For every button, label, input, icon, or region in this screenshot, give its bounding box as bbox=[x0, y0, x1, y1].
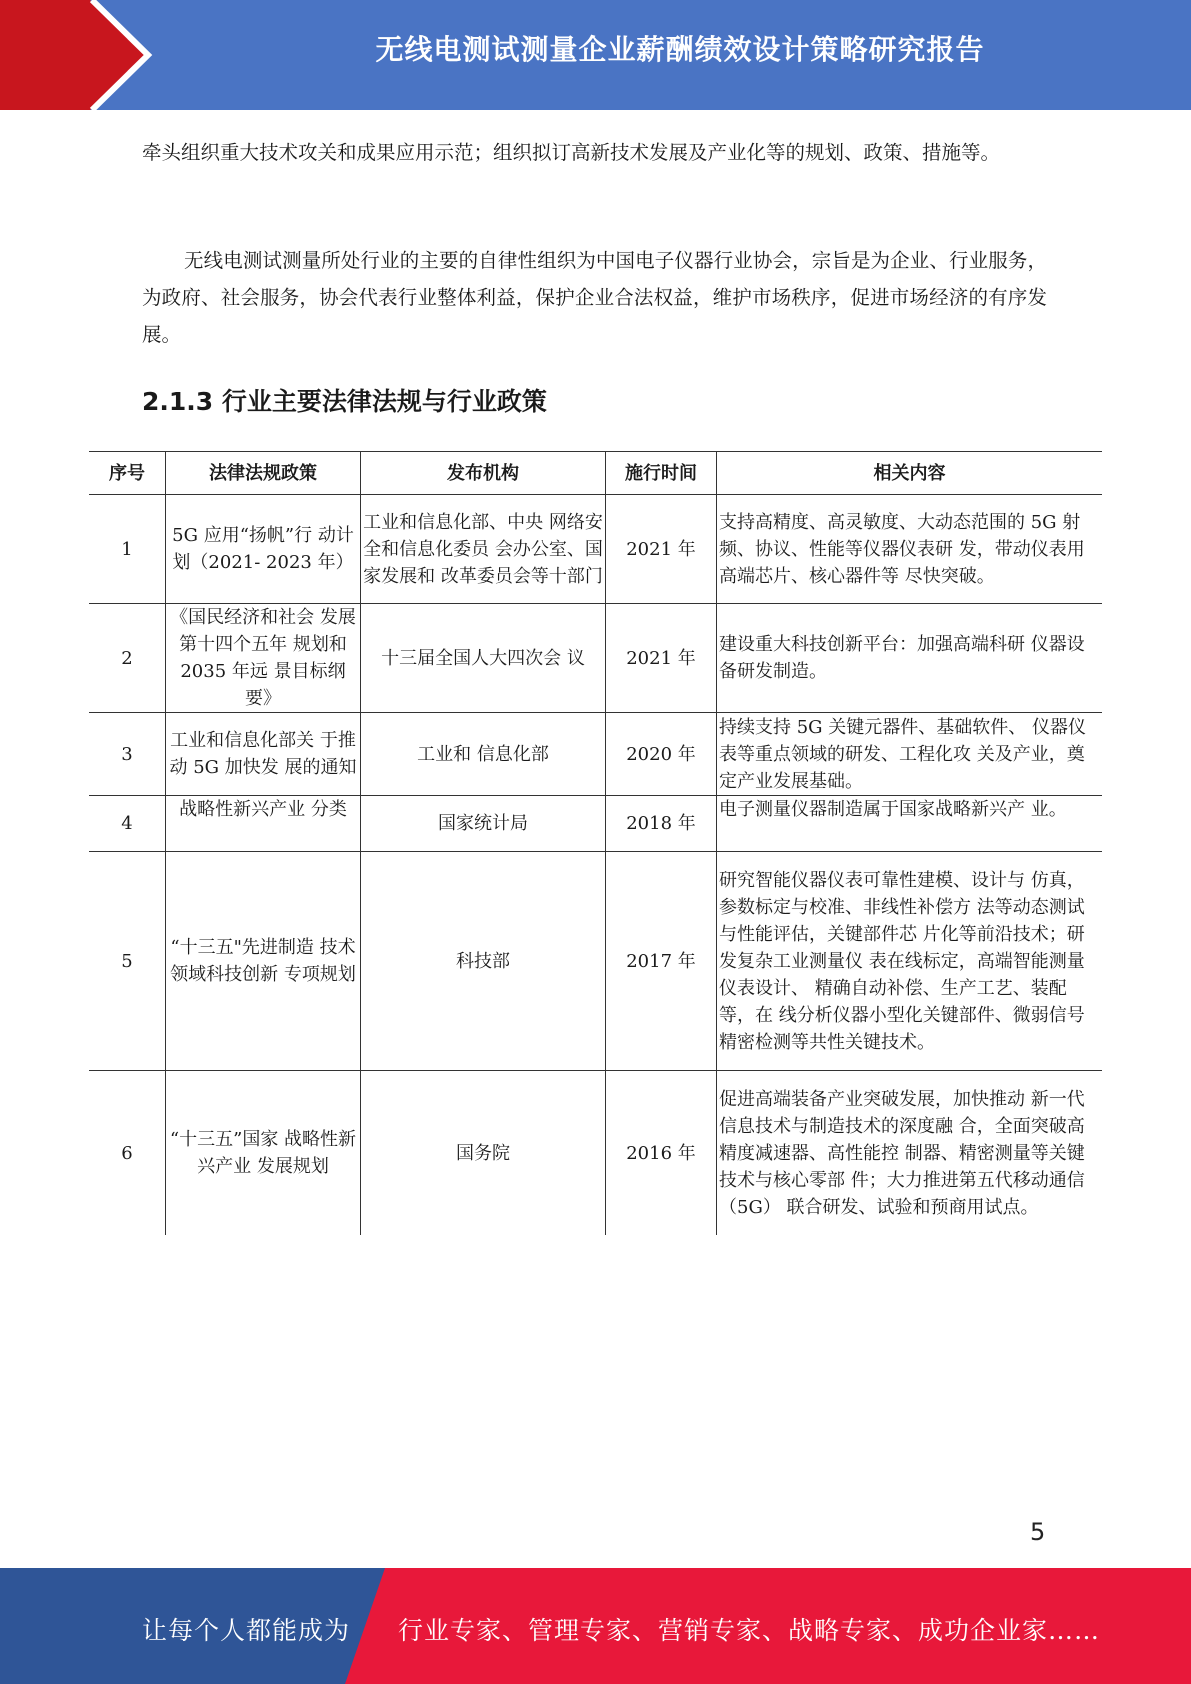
table-row bbox=[89, 796, 1102, 852]
cell-org: 科技部 bbox=[361, 852, 606, 1071]
table-row bbox=[89, 713, 1102, 796]
cell-desc: 电子测量仪器制造属于国家战略新兴产 业。 bbox=[717, 796, 1103, 852]
cell-date: 2018 年 bbox=[606, 796, 717, 852]
cell-law: 战略性新兴产业 分类 bbox=[166, 796, 361, 852]
cell-date: 2021 年 bbox=[606, 495, 717, 604]
header-num: 序号 bbox=[89, 452, 166, 495]
body-paragraph-2: 无线电测试测量所处行业的主要的自律性组织为中国电子仪器行业协会，宗旨是为企业、行业服务，为政府、社会服务，协会代表行业整体利益，保护企业合法权益，维护市场秩序，促进市场经济的有序发展。 bbox=[142, 249, 1047, 346]
body-paragraph-1: 牵头组织重大技术攻关和成果应用示范；组织拟订高新技术发展及产业化等的规划、政策、措施等。 bbox=[142, 141, 1001, 164]
table-row bbox=[89, 495, 1102, 604]
header-date: 施行时间 bbox=[606, 452, 717, 495]
cell-org: 工业和信息化部、中央 网络安全和信息化委员 会办公室、国家发展和 改革委员会等十部门 bbox=[361, 495, 606, 604]
cell-org: 国家统计局 bbox=[361, 796, 606, 852]
cell-org: 十三届全国人大四次会 议 bbox=[361, 604, 606, 713]
cell-desc: 研究智能仪器仪表可靠性建模、设计与 仿真，参数标定与校准、非线性补偿方 法等动态测试与性能评估，关键部件芯 片化等前沿技术；研发复杂工业测量仪 表在线标定，高端智能测量仪表设计、 精确自动补偿、生产工艺、装配等，在 线分析仪器小型化关键部件、微弱信号 精密检测等共性关键技术。 bbox=[717, 852, 1103, 1071]
cell-org: 国务院 bbox=[361, 1071, 606, 1236]
page-header bbox=[0, 0, 1191, 110]
cell-date: 2016 年 bbox=[606, 1071, 717, 1236]
cell-num: 2 bbox=[89, 604, 166, 713]
table-header-row bbox=[89, 452, 1102, 495]
cell-date: 2020 年 bbox=[606, 713, 717, 796]
cell-desc: 支持高精度、高灵敏度、大动态范围的 5G 射频、协议、性能等仪器仪表研 发，带动仪表用高端芯片、核心器件等 尽快突破。 bbox=[717, 495, 1103, 604]
cell-law: 5G 应用“扬帆”行 动计划（2021- 2023 年） bbox=[166, 495, 361, 604]
cell-num: 1 bbox=[89, 495, 166, 604]
header-law: 法律法规政策 bbox=[166, 452, 361, 495]
cell-date: 2017 年 bbox=[606, 852, 717, 1071]
policy-table bbox=[89, 451, 1102, 1235]
cell-num: 5 bbox=[89, 852, 166, 1071]
cell-law: 工业和信息化部关 于推动 5G 加快发 展的通知 bbox=[166, 713, 361, 796]
cell-desc: 促进高端装备产业突破发展，加快推动 新一代信息技术与制造技术的深度融 合，全面突破高精度减速器、高性能控 制器、精密测量等关键技术与核心零部 件；大力推进第五代移动通信（5G） 联合研发、试验和预商用试点。 bbox=[717, 1071, 1103, 1236]
footer-slogan-right: 行业专家、管理专家、营销专家、战略专家、成功企业家…… bbox=[398, 1616, 1101, 1645]
cell-desc: 持续支持 5G 关键元器件、基础软件、 仪器仪表等重点领域的研发、工程化攻 关及产业，奠定产业发展基础。 bbox=[717, 713, 1103, 796]
cell-law: “十三五"先进制造 技术领域科技创新 专项规划 bbox=[166, 852, 361, 1071]
cell-law: “十三五”国家 战略性新兴产业 发展规划 bbox=[166, 1071, 361, 1236]
table-row bbox=[89, 852, 1102, 1071]
cell-num: 3 bbox=[89, 713, 166, 796]
cell-desc: 建设重大科技创新平台：加强高端科研 仪器设备研发制造。 bbox=[717, 604, 1103, 713]
cell-date: 2021 年 bbox=[606, 604, 717, 713]
table-row bbox=[89, 1071, 1102, 1236]
cell-law: 《国民经济和社会 发展第十四个五年 规划和 2035 年远 景目标纲要》 bbox=[166, 604, 361, 713]
cell-num: 4 bbox=[89, 796, 166, 852]
cell-org: 工业和 信息化部 bbox=[361, 713, 606, 796]
report-title: 无线电测试测量企业薪酬绩效设计策略研究报告 bbox=[375, 33, 985, 66]
section-heading: 2.1.3 行业主要法律法规与行业政策 bbox=[142, 387, 547, 416]
header-org: 发布机构 bbox=[361, 452, 606, 495]
header-arrow-decoration bbox=[0, 0, 160, 110]
cell-num: 6 bbox=[121, 1142, 133, 1164]
header-desc: 相关内容 bbox=[717, 452, 1103, 495]
footer-slogan-left: 让每个人都能成为 bbox=[142, 1616, 351, 1645]
table-row bbox=[89, 604, 1102, 713]
page-number: 5 bbox=[1030, 1518, 1046, 1546]
